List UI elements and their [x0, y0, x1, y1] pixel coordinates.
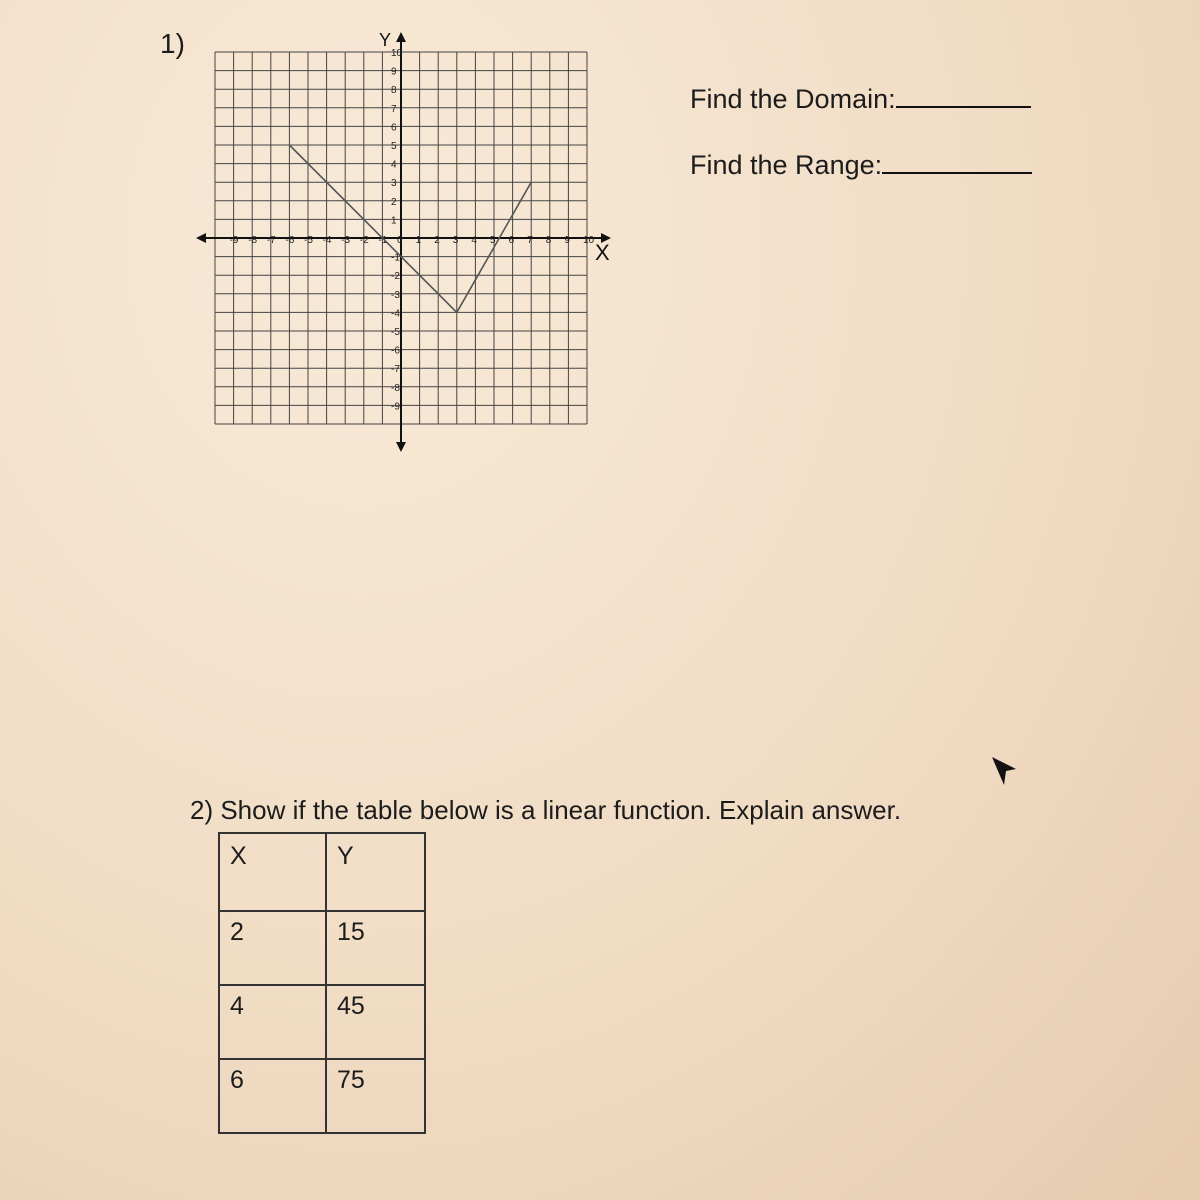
x-tick-label: 6: [508, 235, 515, 246]
xy-table: [218, 832, 426, 1134]
x-tick-label: -2: [359, 235, 369, 246]
y-tick-label: -3: [391, 289, 400, 301]
x-tick-label: -8: [248, 235, 258, 246]
x-tick-label: -9: [229, 235, 239, 246]
y-tick-label: -1: [391, 252, 400, 264]
x-tick-label: -1: [378, 235, 388, 246]
x-cell: 6: [219, 1059, 326, 1133]
y-tick-label: 2: [391, 196, 397, 208]
table-row: [219, 911, 425, 985]
table-header-row: [219, 833, 425, 911]
x-axis-left-arrow: [196, 233, 206, 243]
y-tick-label: -6: [391, 345, 400, 357]
coordinate-graph: [0, 0, 1200, 480]
x-tick-label: -5: [304, 235, 313, 246]
y-tick-label: 3: [391, 178, 397, 190]
y-tick-label: -9: [391, 401, 400, 413]
y-tick-label: -8: [391, 382, 400, 394]
x-tick-label: 5: [490, 235, 496, 246]
y-tick-label: 1: [391, 215, 397, 227]
graph-line: [289, 145, 531, 312]
x-tick-label: -4: [322, 235, 332, 246]
x-tick-label: -7: [266, 235, 276, 246]
table-row: [219, 985, 425, 1059]
y-cell: 75: [326, 1059, 425, 1133]
x-cell: 2: [219, 911, 326, 985]
y-cell: 45: [326, 985, 425, 1059]
x-tick-label: 1: [415, 235, 422, 246]
question-1-number: 1): [160, 28, 185, 59]
find-domain-prompt: [690, 80, 1031, 115]
x-tick-label: -3: [341, 235, 351, 246]
range-label: Find the Range:: [690, 150, 883, 180]
range-answer-blank[interactable]: [882, 146, 1032, 174]
y-tick-label: -4: [391, 308, 400, 320]
y-tick-label: 9: [391, 66, 397, 78]
domain-answer-blank[interactable]: [896, 80, 1031, 108]
question-2-prompt: 2) Show if the table below is a linear function. Explain answer.: [190, 795, 902, 825]
y-axis-down-arrow: [396, 442, 406, 452]
y-tick-label: 10: [391, 48, 403, 59]
x-tick-label: 3: [452, 235, 459, 246]
table-row: [219, 1059, 425, 1133]
y-tick-label: 5: [391, 141, 397, 152]
y-tick-label: -2: [391, 271, 400, 283]
mouse-pointer-icon: [990, 755, 1020, 789]
x-axis-label: X: [595, 240, 610, 265]
x-header: X: [219, 833, 326, 911]
domain-label: Find the Domain:: [690, 84, 896, 114]
x-tick-label: 2: [434, 235, 440, 246]
y-tick-label: 6: [391, 122, 397, 134]
y-tick-label: -5: [391, 327, 400, 338]
y-tick-label: -7: [391, 364, 400, 376]
x-tick-label: 8: [545, 235, 552, 246]
y-axis-up-arrow: [396, 32, 406, 42]
x-tick-label: -6: [285, 235, 295, 246]
x-tick-label: 4: [471, 235, 477, 246]
x-tick-label: 10: [583, 235, 595, 246]
x-cell: 4: [219, 985, 326, 1059]
y-tick-label: 8: [391, 85, 397, 97]
y-axis-label: Y: [379, 30, 392, 50]
y-cell: 15: [326, 911, 425, 985]
x-tick-label: 7: [527, 235, 533, 246]
y-tick-label: 7: [391, 103, 397, 115]
y-header: Y: [326, 833, 425, 911]
x-tick-label: 9: [564, 235, 570, 246]
find-range-prompt: [690, 146, 1032, 181]
x-tick-label: 0: [397, 235, 403, 246]
y-tick-label: 4: [391, 159, 397, 171]
